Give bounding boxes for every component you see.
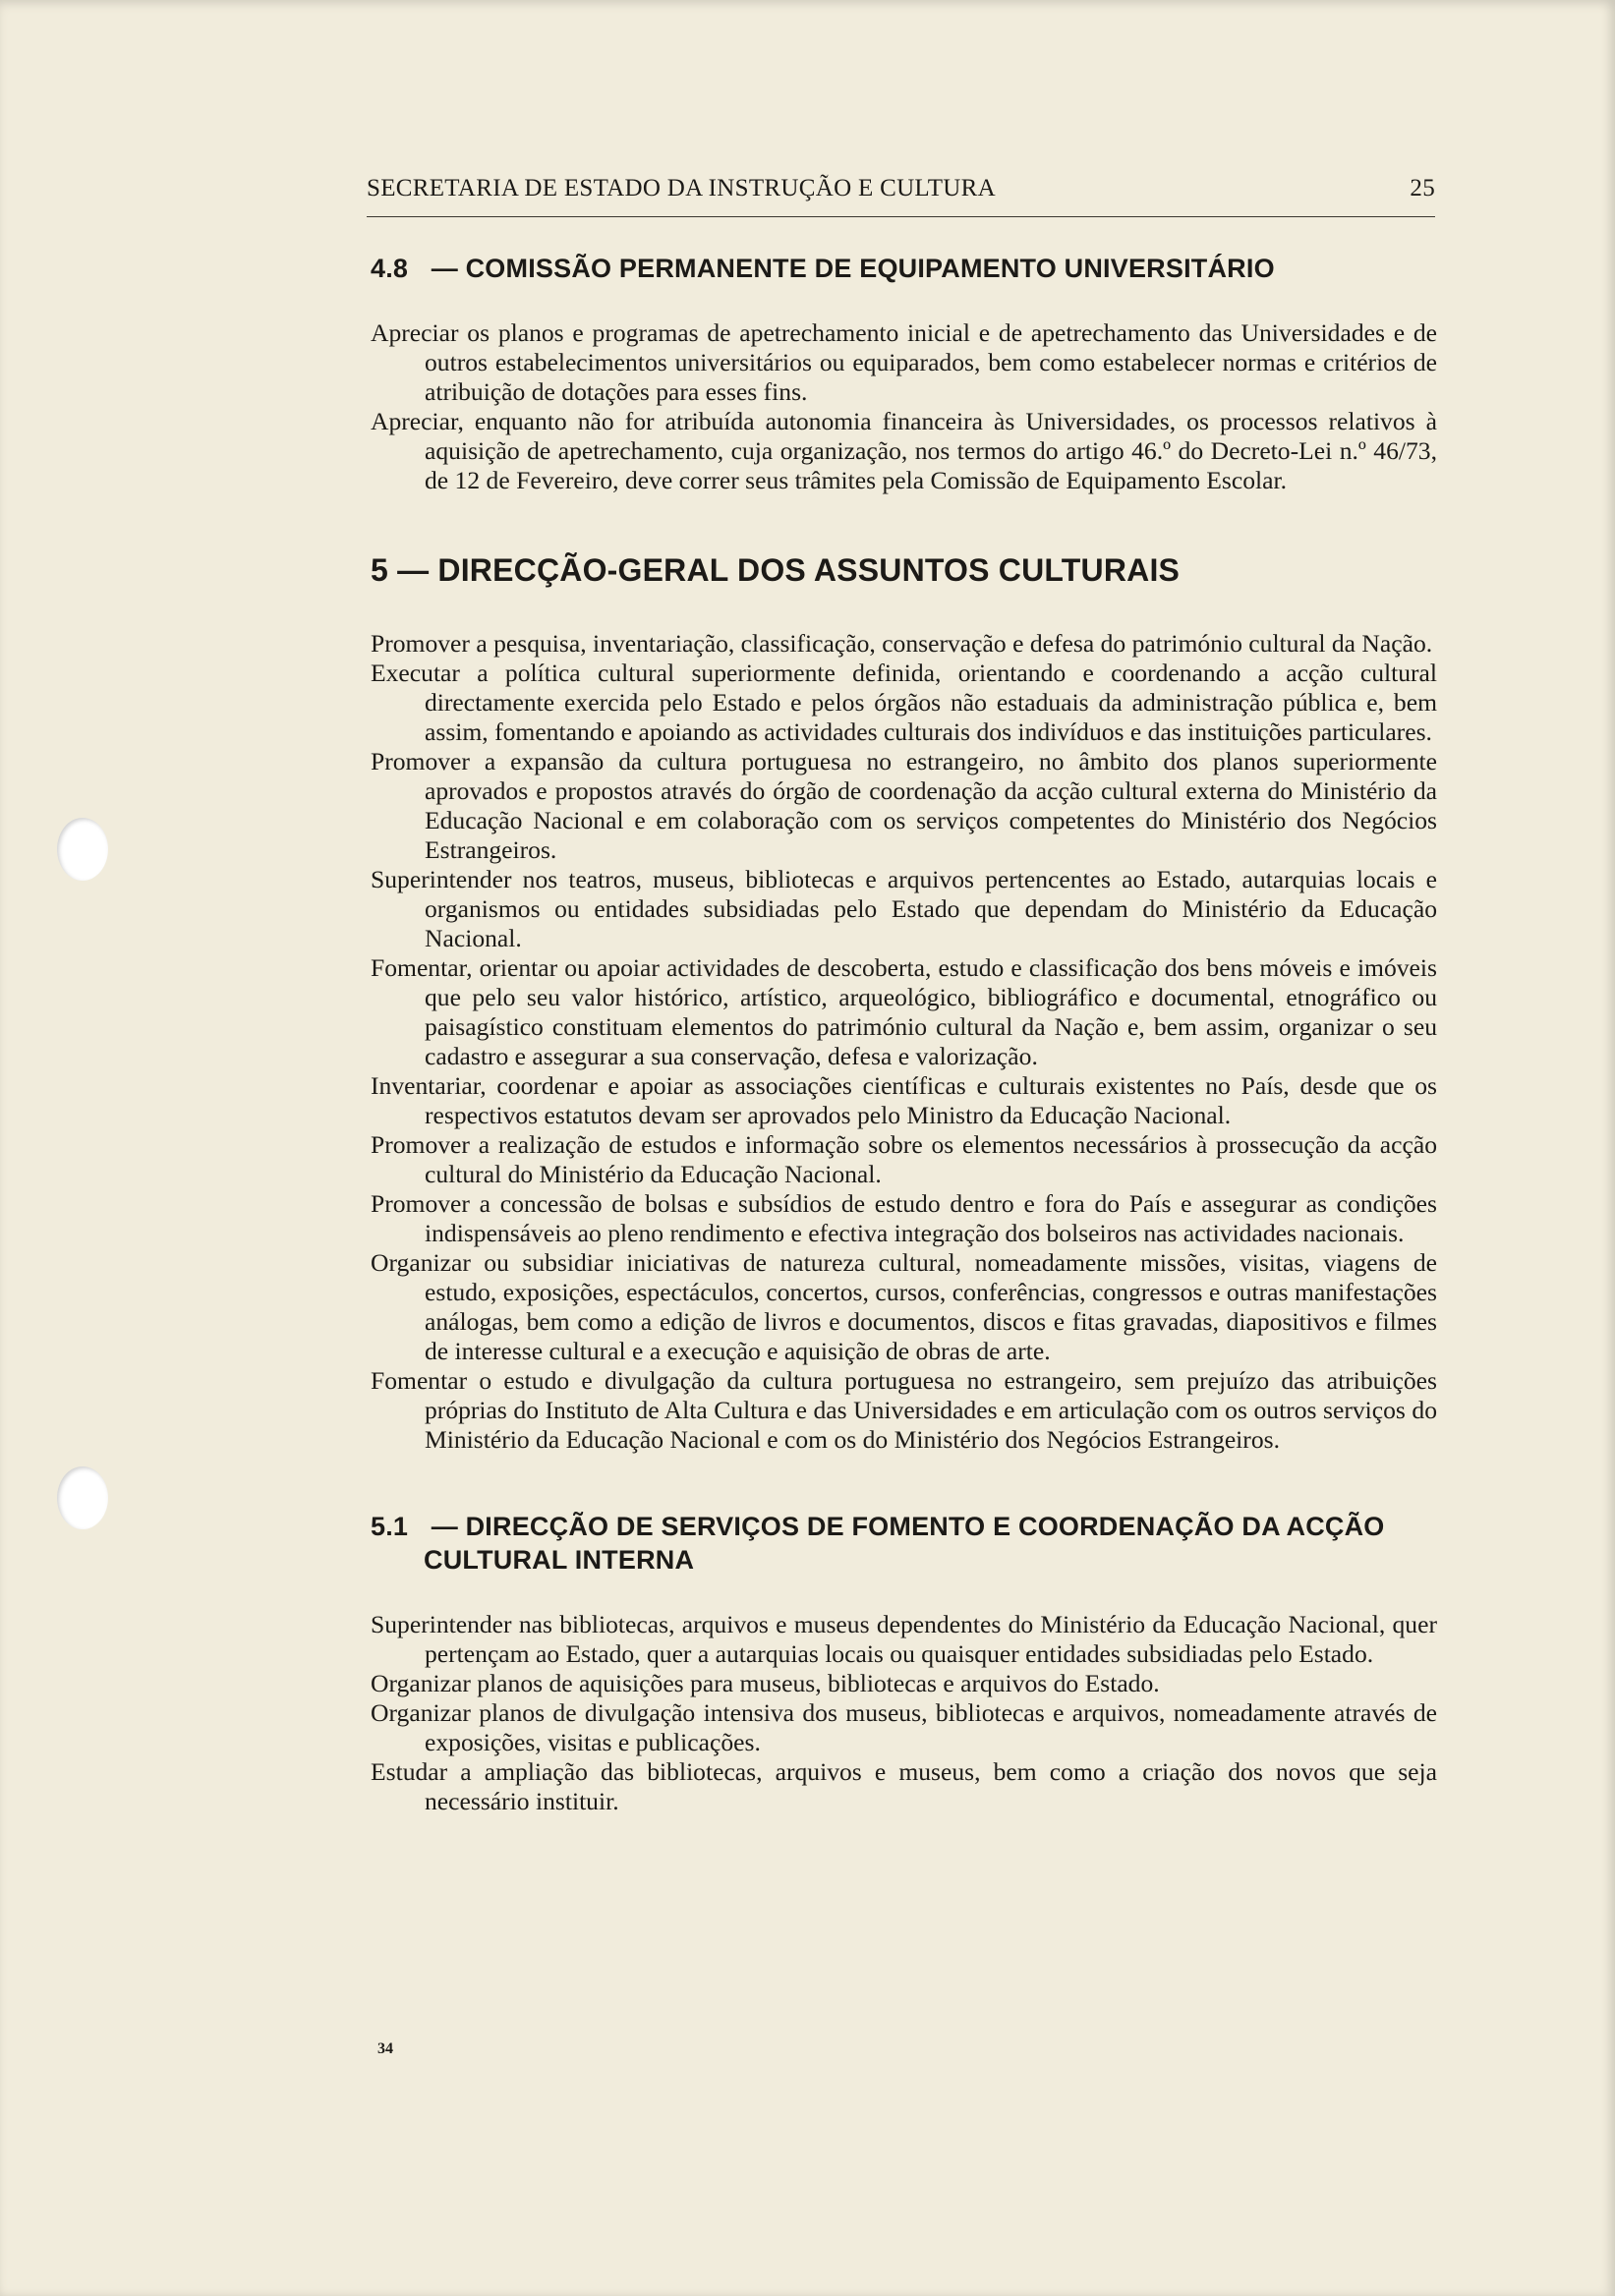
paragraph: Executar a política cultural superiormente definida, orientando e coordenando a acção cultural directamente exercida pelo Estado e pelos órgãos não estaduais da administração pública e, bem assim, fomentando e apoiando as actividades culturais dos indivíduos e das instituições particulares. — [371, 659, 1437, 746]
paragraph: Superintender nas bibliotecas, arquivos e museus dependentes do Ministério da Educação Nacional, quer pertençam ao Estado, quer a autarquias locais ou quaisquer entidades subsidiadas pelo Estado. — [371, 1610, 1437, 1668]
paragraph: Organizar ou subsidiar iniciativas de natureza cultural, nomeadamente missões, visitas, viagens de estudo, exposições, espectáculos, concertos, cursos, conferências, congressos e outras manifestações análogas, bem como a edição de livros e documentos, discos e fitas gravadas, diapositivos e filmes de interesse cultural e a execução e aquisição de obras de arte. — [371, 1248, 1437, 1365]
paragraph: Promover a pesquisa, inventariação, classificação, conservação e defesa do património cultural da Nação. — [371, 629, 1433, 658]
section-heading: 4.8 — COMISSÃO PERMANENTE DE EQUIPAMENTO UNIVERSITÁRIO — [371, 254, 1275, 283]
paragraph: Inventariar, coordenar e apoiar as associações científicas e culturais existentes no País, desde que os respectivos estatutos devam ser aprovados pelo Ministro da Educação Nacional. — [371, 1071, 1437, 1129]
paragraph: Fomentar, orientar ou apoiar actividades de descoberta, estudo e classificação dos bens móveis e imóveis que pelo seu valor histórico, artístico, arqueológico, bibliográfico e documental, etnográfico ou paisagístico constituam elementos do património cultural da Nação e, bem assim, organizar o seu cadastro e assegurar a sua conservação, defesa e valorização. — [371, 953, 1437, 1070]
section-title: DIRECÇÃO DE SERVIÇOS DE FOMENTO E COORDENAÇÃO DA ACÇÃO CULTURAL INTERNA — [424, 1512, 1385, 1575]
section-title: DIRECÇÃO-GERAL DOS ASSUNTOS CULTURAIS — [437, 552, 1181, 588]
section-number: 5 — [371, 552, 388, 588]
page-content — [371, 252, 1437, 1871]
paragraph: Fomentar o estudo e divulgação da cultura portuguesa no estrangeiro, sem prejuízo das atribuições próprias do Instituto de Alta Cultura e das Universidades e em articulação com os outros serviços do Ministério da Educação Nacional e com os do Ministério dos Negócios Estrangeiros. — [371, 1366, 1437, 1454]
section-number: 4.8 — [371, 254, 409, 283]
section-5-1 — [371, 1510, 1437, 1816]
section-4-8 — [371, 252, 1437, 495]
punch-hole — [57, 1466, 108, 1529]
section-title: COMISSÃO PERMANENTE DE EQUIPAMENTO UNIVERSITÁRIO — [465, 254, 1275, 283]
running-header — [367, 175, 1435, 202]
paragraph: Promover a concessão de bolsas e subsídios de estudo dentro e fora do País e assegurar as condições indispensáveis ao pleno rendimento e efectiva integração dos bolseiros nas actividades nacionais. — [371, 1189, 1437, 1247]
header-title: SECRETARIA DE ESTADO DA INSTRUÇÃO E CULTURA — [367, 175, 996, 201]
punch-hole — [57, 818, 108, 881]
footnote-number: 34 — [377, 2040, 393, 2057]
section-heading: 5.1 — DIRECÇÃO DE SERVIÇOS DE FOMENTO E COORDENAÇÃO DA ACÇÃO CULTURAL INTERNA — [371, 1512, 1385, 1575]
header-rule — [367, 216, 1435, 217]
section-5 — [371, 550, 1437, 1455]
paragraph: Apreciar, enquanto não for atribuída autonomia financeira às Universidades, os processos relativos à aquisição de apetrechamento, cuja organização, nos termos do artigo 46.º do Decreto-Lei n.º 46/73, de 12 de Fevereiro, deve correr seus trâmites pela Comissão de Equipamento Escolar. — [371, 407, 1437, 494]
paragraph: Apreciar os planos e programas de apetrechamento inicial e de apetrechamento das Universidades e de outros estabelecimentos universitários ou equiparados, bem como estabelecer normas e critérios de atribuição de dotações para esses fins. — [371, 318, 1437, 406]
section-heading: 5 — DIRECÇÃO-GERAL DOS ASSUNTOS CULTURAIS — [371, 552, 1181, 588]
page-number: 25 — [1410, 175, 1435, 201]
paragraph: Promover a expansão da cultura portuguesa no estrangeiro, no âmbito dos planos superiormente aprovados e propostos através do órgão de coordenação da acção cultural externa do Ministério da Educação Nacional e em colaboração com os serviços competentes do Ministério dos Negócios Estrangeiros. — [371, 747, 1437, 864]
paragraph: Organizar planos de divulgação intensiva dos museus, bibliotecas e arquivos, nomeadamente através de exposições, visitas e publicações. — [371, 1698, 1437, 1756]
paragraph: Estudar a ampliação das bibliotecas, arquivos e museus, bem como a criação dos novos que seja necessário instituir. — [371, 1757, 1437, 1815]
section-number: 5.1 — [371, 1512, 409, 1541]
paragraph: Promover a realização de estudos e informação sobre os elementos necessários à prossecução da acção cultural do Ministério da Educação Nacional. — [371, 1130, 1437, 1188]
paragraph: Superintender nos teatros, museus, bibliotecas e arquivos pertencentes ao Estado, autarquias locais e organismos ou entidades subsidiadas pelo Estado que dependam do Ministério da Educação Nacional. — [371, 865, 1437, 952]
paragraph: Organizar planos de aquisições para museus, bibliotecas e arquivos do Estado. — [371, 1669, 1160, 1697]
